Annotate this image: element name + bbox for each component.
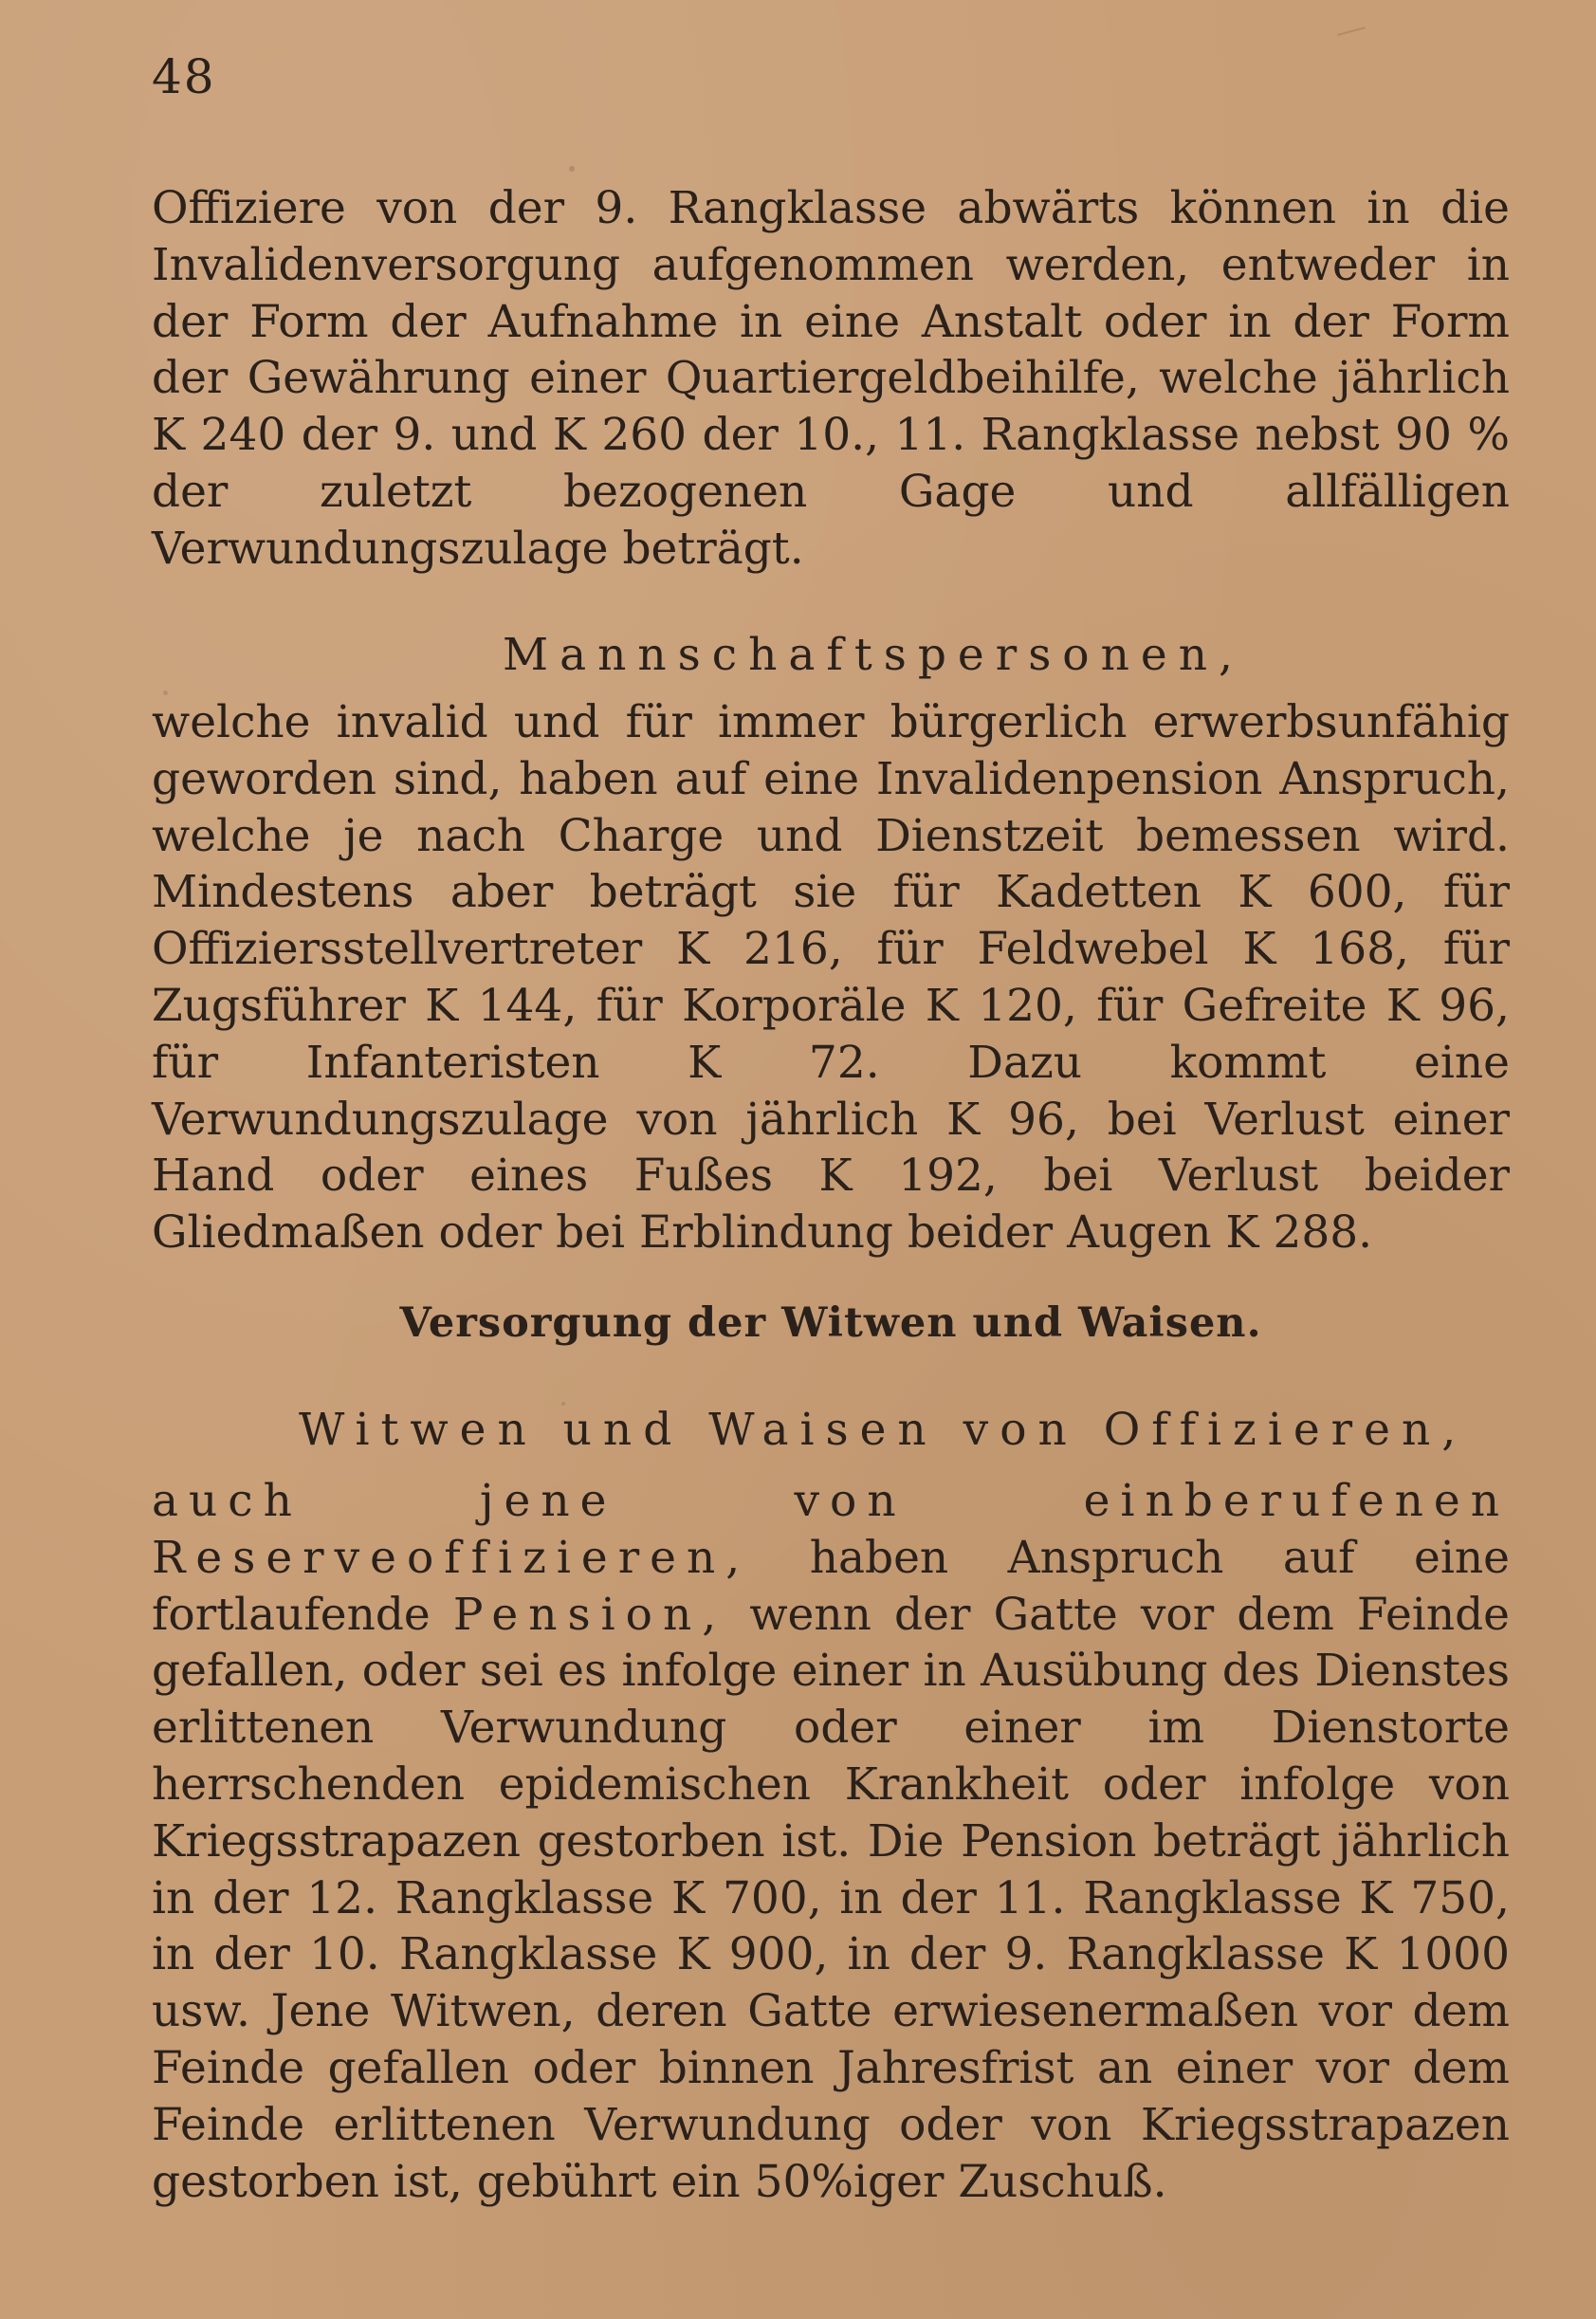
pension-word-spaced: Pension, — [452, 1588, 727, 1641]
section-title: Versorgung der Witwen und Waisen. — [399, 1299, 1262, 1347]
paper-speck — [1337, 27, 1365, 36]
widows-heading — [152, 1402, 1510, 1458]
page-body — [152, 180, 1510, 2210]
paper-speck — [569, 166, 575, 172]
widows-paragraph — [152, 1473, 1510, 2210]
widows-intro-spaced: auch jene von einberufenen Reserveoffizieren, — [152, 1475, 1510, 1584]
page-number: 48 — [152, 49, 216, 104]
widows-heading-text: Witwen und Waisen von Offizieren, — [299, 1404, 1468, 1456]
widows-text-b: wenn der Gatte vor dem Feinde gefallen, oder sei es infolge einer in Ausübung des Dienstes erlittenen Verwundung oder einer im Dienstorte herrschenden epidemischen Krankheit oder infolge von Kriegsstrapazen gestorben ist. Die Pension beträgt jährlich in der 12. Rangklasse K 700, in der 11. Rangklasse K 750, in der 10. Rangklasse K 900, in der 9. Rangklasse K 1000 usw. Jene Witwen, deren Gatte erwiesenermaßen vor dem Feinde gefallen oder binnen Jahresfrist an einer vor dem Feinde erlittenen Verwundung oder von Kriegsstrapazen gestorben ist, gebührt ein 50%iger Zuschuß. — [152, 1588, 1510, 2208]
widows-text-a: haben Anspruch auf eine fortlaufende — [152, 1531, 1510, 1641]
officers-paragraph: Offiziere von der 9. Rangklasse abwärts können in die Invalidenversorgung aufgenommen werden, entweder in der Form der Aufnahme in eine Anstalt oder in der Form der Gewährung einer Quartiergeldbeihilfe, welche jährlich K 240 der 9. und K 260 der 10., 11. Rangklasse nebst 90 % der zuletzt bezogenen Gage und allfälligen Verwundungszulage beträgt. — [152, 182, 1510, 575]
enlisted-heading — [152, 627, 1510, 683]
enlisted-heading-text: Mannschaftspersonen, — [503, 629, 1244, 681]
enlisted-paragraph: welche invalid und für immer bürgerlich erwerbsunfähig geworden sind, haben auf eine Invalidenpension Anspruch, welche je nach Charge und Dienstzeit bemessen wird. Mindestens aber beträgt sie für Kadetten K 600, für Offiziersstellvertreter K 216, für Feldwebel K 168, für Zugsführer K 144, für Korporäle K 120, für Gefreite K 96, für Infanteristen K 72. Dazu kommt eine Verwundungszulage von jährlich K 96, bei Verlust einer Hand oder eines Fußes K 192, bei Verlust beider Gliedmaßen oder bei Erblindung beider Augen K 288. — [152, 696, 1510, 1260]
